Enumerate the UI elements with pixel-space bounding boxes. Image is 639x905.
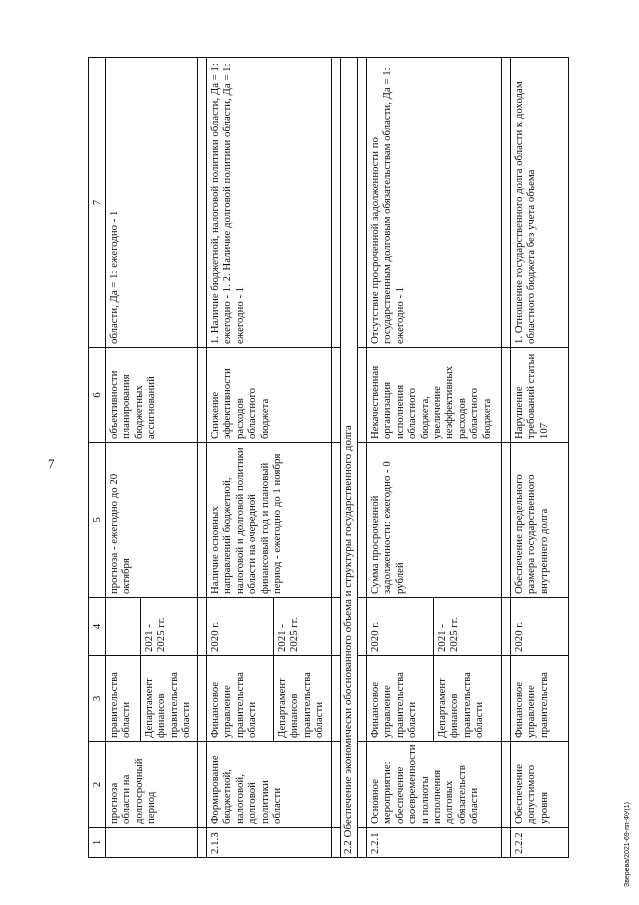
header-col-5: 5 (89, 443, 106, 598)
cell-indicator: области, Да = 1: ежегодно - 1 (106, 58, 198, 348)
page-number: 7 (48, 456, 55, 471)
table-row-2-2-1 (367, 58, 502, 858)
cell-result: Сумма просроченной задолженности: ежегодно - 0 рублей (367, 443, 502, 598)
cell-num: 2.2.1 (367, 828, 502, 858)
cell-indicator: 1. Отношение государственного долга области к доходам областного бюджета без учета объема (511, 58, 569, 348)
section-row-2-2 (341, 58, 358, 858)
cell-result: Наличие основных направлений бюджетной, налоговой и долговой политики области на очередной финансовый год и плановый период - ежегодно до 1 ноября (207, 443, 332, 598)
cell-executor (207, 656, 332, 742)
cell-consequences: Нарушение требований статьи 107 (511, 348, 569, 443)
period-top: 2020 г. (207, 598, 274, 655)
period-bottom: 2021 - 2025 гг. (276, 617, 301, 652)
header-row (89, 58, 106, 858)
cell-executor (367, 656, 502, 742)
executor-bottom: Департамент финансов правительства области (276, 672, 326, 738)
cell-consequences: Снижение эффективности расходов областного бюджета (207, 348, 332, 443)
table-row-continuation (106, 58, 198, 858)
cell-indicator: Отсутствие просроченной задолженности по государственным долговым обязательствам области, Да = 1: ежегодно - 1 (367, 58, 502, 348)
section-title: 2.2 Обеспечение экономически обоснованного объема и структуры государственного долга (341, 58, 358, 858)
cell-executor (106, 656, 198, 742)
period-bottom: 2021 - 2025 гг. (436, 617, 461, 652)
header-col-7: 7 (89, 58, 106, 348)
cell-activity: Обеспечение допустимого уровня (511, 742, 569, 828)
cell-indicator: 1. Наличие бюджетной, налоговой политики области, Да = 1: ежегодно - 1. 2. Наличие долговой политики области, Да = 1: ежегодно - 1 (207, 58, 332, 348)
table-row-2-2-2 (511, 58, 569, 858)
header-col-6: 6 (89, 348, 106, 443)
period-bottom: 2021 - 2025 гг. (143, 617, 168, 652)
cell-activity: прогноза области на долгосрочный период (106, 742, 198, 828)
cell-num: 2.2.2 (511, 828, 569, 858)
cell-result: прогноза - ежегодно до 20 октября (106, 443, 198, 598)
cell-period: 2020 г. (511, 598, 569, 656)
program-measures-table (88, 57, 569, 858)
period-top (106, 598, 141, 655)
cell-num: 2.1.3 (207, 828, 332, 858)
cell-result: Обеспечение предельного размера государственного внутреннего долга (511, 443, 569, 598)
cell-period (207, 598, 332, 656)
document-stamp: Зверева/2021-69-пп-ФУ(1) (624, 802, 631, 887)
cell-period (367, 598, 502, 656)
cell-consequences: Некачественная организация исполнения областного бюджета, увеличение неэффективных расходов областного бюджета (367, 348, 502, 443)
row-gap (332, 58, 341, 858)
header-col-1: 1 (89, 828, 106, 858)
header-col-2: 2 (89, 742, 106, 828)
cell-period (106, 598, 198, 656)
rotated-table-container (88, 58, 593, 858)
cell-executor: Финансовое управление правительства (511, 656, 569, 742)
executor-top: Финансовое управление правительства области (367, 656, 434, 741)
cell-consequences: объективности планирования бюджетных ассигнований (106, 348, 198, 443)
period-top: 2020 г. (367, 598, 434, 655)
executor-bottom: Департамент финансов правительства области (143, 672, 193, 738)
header-col-4: 4 (89, 598, 106, 656)
executor-bottom: Департамент финансов правительства области (436, 672, 486, 738)
cell-activity: Основное мероприятие: обеспечение своевременности и полноты исполнения долговых обязательств области (367, 742, 502, 828)
cell-num (106, 828, 198, 858)
cell-activity: Формирование бюджетной, налоговой, долговой политики области (207, 742, 332, 828)
table-row-2-1-3 (207, 58, 332, 858)
executor-top: Финансовое управление правительства области (207, 656, 274, 741)
executor-top: правительства области (106, 656, 141, 741)
header-col-3: 3 (89, 656, 106, 742)
row-gap (198, 58, 207, 858)
row-gap (502, 58, 511, 858)
row-gap (358, 58, 367, 858)
